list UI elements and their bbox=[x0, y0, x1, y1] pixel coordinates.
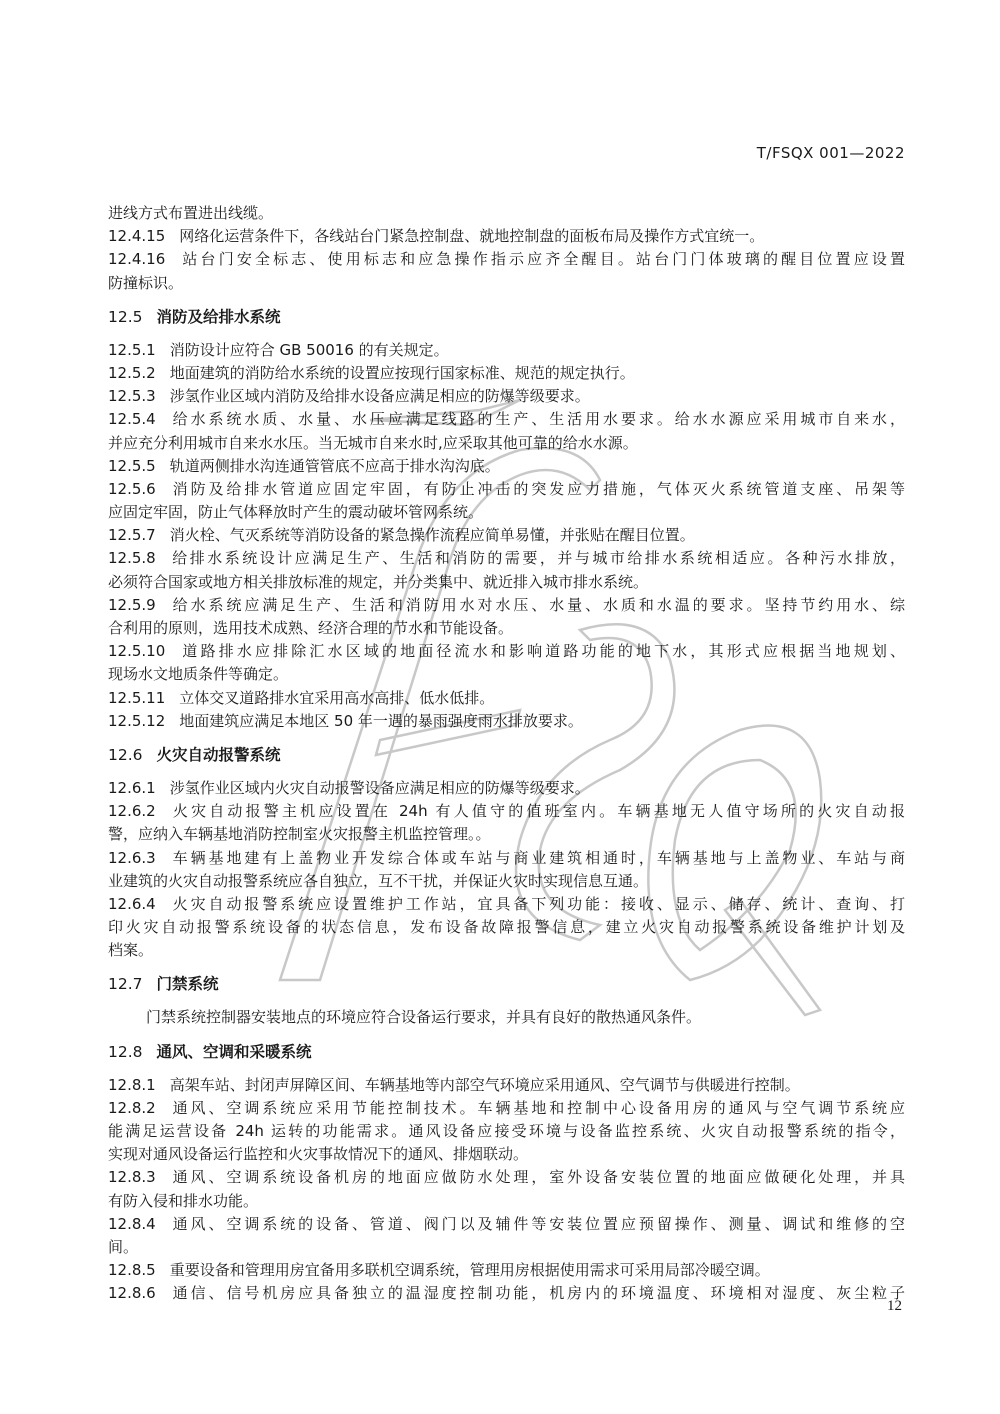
section-heading bbox=[108, 743, 905, 767]
clause-text: 印火灾自动报警系统设备的状态信息，发布设备故障报警信息，建立火灾自动报警系统设备维护计划及 bbox=[108, 918, 905, 937]
clause-number: 12.5.11 bbox=[108, 688, 166, 707]
clause-number: 12.4.16 bbox=[108, 250, 166, 269]
text-line bbox=[108, 640, 905, 663]
text-line bbox=[108, 777, 905, 800]
clause-text: 火灾自动报警系统应设置维护工作站，宜具备下列功能：接收、显示、储存、统计、查询、打 bbox=[169, 894, 905, 913]
clause-number: 12.5.8 bbox=[108, 549, 156, 568]
clause-text: 地面建筑应满足本地区 50 年一遇的暴雨强度雨水排放要求。 bbox=[179, 711, 583, 730]
clause-text: 给排水系统设计应满足生产、生活和消防的需要，并与城市给排水系统相适应。各种污水排放， bbox=[169, 549, 905, 568]
clause-text: 档案。 bbox=[108, 941, 154, 960]
section-title: 通风、空调和采暖系统 bbox=[156, 1042, 312, 1061]
clause-text: 合利用的原则，选用技术成熟、经济合理的节水和节能设备。 bbox=[108, 619, 514, 637]
clause-paragraph bbox=[108, 800, 905, 846]
section-number: 12.5 bbox=[108, 307, 143, 326]
clause-paragraph bbox=[108, 408, 905, 454]
clause-paragraph bbox=[108, 478, 905, 524]
clause-paragraph bbox=[108, 640, 905, 686]
text-line bbox=[108, 1259, 905, 1282]
clause-number: 12.6.4 bbox=[108, 894, 156, 913]
text-line bbox=[108, 571, 905, 594]
clause-number: 12.5.4 bbox=[108, 410, 156, 429]
text-line bbox=[108, 362, 905, 385]
clause-paragraph bbox=[108, 847, 905, 893]
clause-text: 并应充分利用城市自来水水压。当无城市自来水时,应采取其他可靠的给水水源。 bbox=[108, 433, 638, 452]
clause-text: 防撞标识。 bbox=[108, 273, 184, 292]
clause-text: 必须符合国家或地方相关排放标准的规定，并分类集中、就近排入城市排水系统。 bbox=[108, 572, 649, 591]
text-line bbox=[108, 524, 905, 547]
text-line bbox=[108, 501, 905, 524]
section-number: 12.7 bbox=[108, 975, 143, 994]
text-line bbox=[108, 1236, 905, 1259]
clause-paragraph bbox=[108, 225, 905, 248]
clause-text: 消火栓、气灭系统等消防设备的紧急操作流程应简单易懂，并张贴在醒目位置。 bbox=[169, 526, 695, 545]
text-line bbox=[108, 225, 905, 248]
clause-paragraph bbox=[108, 710, 905, 733]
clause-paragraph bbox=[108, 893, 905, 963]
text-line bbox=[108, 478, 905, 501]
text-line bbox=[108, 408, 905, 431]
clause-number: 12.5.6 bbox=[108, 479, 156, 498]
text-line bbox=[108, 1006, 905, 1029]
clause-number: 12.6.1 bbox=[108, 778, 156, 797]
text-line bbox=[108, 663, 905, 686]
clause-text: 重要设备和管理用房宜备用多联机空调系统，管理用房根据使用需求可采用局部冷暖空调。 bbox=[169, 1261, 770, 1280]
clause-text: 应固定牢固，防止气体释放时产生的震动破坏管网系统。 bbox=[108, 503, 484, 522]
text-line bbox=[108, 939, 905, 962]
clause-text: 通风、空调系统应采用节能控制技术。车辆基地和控制中心设备用房的通风与空气调节系统应 bbox=[169, 1098, 905, 1117]
text-line bbox=[108, 823, 905, 846]
section-heading bbox=[108, 972, 905, 996]
clause-paragraph bbox=[108, 1166, 905, 1212]
clause-text: 消防及给排水管道应固定牢固，有防止冲击的突发应力措施，气体灭火系统管道支座、吊架等 bbox=[169, 479, 905, 498]
text-line bbox=[108, 1120, 905, 1143]
clause-text: 地面建筑的消防给水系统的设置应按现行国家标准、规范的规定执行。 bbox=[169, 363, 635, 382]
section-number: 12.6 bbox=[108, 745, 143, 764]
clause-paragraph bbox=[108, 687, 905, 710]
text-line bbox=[108, 1074, 905, 1097]
text-line bbox=[108, 916, 905, 939]
text-line bbox=[108, 800, 905, 823]
section-heading bbox=[108, 305, 905, 329]
clause-number: 12.6.2 bbox=[108, 802, 156, 821]
clause-paragraph bbox=[108, 1097, 905, 1167]
clause-number: 12.4.15 bbox=[108, 227, 166, 246]
clause-paragraph bbox=[108, 594, 905, 640]
clause-text: 警，应纳入车辆基地消防控制室火灾报警主机监控管理。。 bbox=[108, 825, 491, 844]
clause-text: 涉氢作业区域内消防及给排水设备应满足相应的防爆等级要求。 bbox=[169, 387, 590, 406]
clause-paragraph bbox=[108, 524, 905, 547]
text-line bbox=[108, 1143, 905, 1166]
text-line bbox=[108, 687, 905, 710]
text-line bbox=[108, 1190, 905, 1213]
clause-text: 车辆基地建有上盖物业开发综合体或车站与商业建筑相通时，车辆基地与上盖物业、车站与商 bbox=[169, 848, 905, 867]
clause-number: 12.8.3 bbox=[108, 1168, 156, 1187]
clause-text: 轨道两侧排水沟连通管管底不应高于排水沟沟底。 bbox=[169, 456, 500, 475]
clause-number: 12.8.5 bbox=[108, 1261, 156, 1280]
text-line bbox=[108, 710, 905, 733]
clause-number: 12.5.3 bbox=[108, 387, 156, 406]
clause-text: 实现对通风设备运行监控和火灾事故情况下的通风、排烟联动。 bbox=[108, 1145, 529, 1164]
text-line bbox=[108, 547, 905, 570]
text-line bbox=[108, 339, 905, 362]
page-number: 12 bbox=[887, 1298, 902, 1314]
clause-paragraph bbox=[108, 777, 905, 800]
text-line bbox=[108, 1282, 905, 1305]
clause-text: 能满足运营设备 24h 运转的功能需求。通风设备应接受环境与设备监控系统、火灾自动报警系统的指令， bbox=[108, 1122, 905, 1140]
clause-text: 道路排水应排除汇水区域的地面径流水和影响道路功能的地下水，其形式应根据当地规划、 bbox=[179, 642, 905, 661]
clause-text: 给水系统水质、水量、水压应满足线路的生产、生活用水要求。给水水源应采用城市自来水， bbox=[169, 410, 905, 429]
clause-paragraph bbox=[108, 248, 905, 294]
section-number: 12.8 bbox=[108, 1042, 143, 1061]
clause-text: 门禁系统控制器安装地点的环境应符合设备运行要求，并具有良好的散热通风条件。 bbox=[146, 1008, 702, 1027]
section-heading bbox=[108, 1040, 905, 1064]
text-line bbox=[108, 1213, 905, 1236]
clause-text: 高架车站、封闭声屏障区间、车辆基地等内部空气环境应采用通风、空气调节与供暖进行控制。 bbox=[169, 1075, 800, 1094]
text-line bbox=[108, 455, 905, 478]
clause-text: 通风、空调系统设备机房的地面应做防水处理，室外设备安装位置的地面应做硬化处理，并具 bbox=[169, 1168, 905, 1187]
text-line bbox=[108, 385, 905, 408]
document-body bbox=[108, 202, 905, 1306]
text-line bbox=[108, 594, 905, 617]
clause-paragraph bbox=[108, 1074, 905, 1097]
text-line bbox=[108, 870, 905, 893]
clause-text: 进线方式布置进出线缆。 bbox=[108, 204, 274, 222]
clause-text: 现场水文地质条件等确定。 bbox=[108, 665, 289, 684]
clause-number: 12.6.3 bbox=[108, 848, 156, 867]
clause-text: 间。 bbox=[108, 1237, 139, 1256]
clause-number: 12.5.2 bbox=[108, 363, 156, 382]
clause-text: 给水系统应满足生产、生活和消防用水对水压、水量、水质和水温的要求。坚持节约用水、综 bbox=[169, 595, 905, 614]
clause-text: 有防入侵和排水功能。 bbox=[108, 1191, 259, 1210]
clause-number: 12.8.6 bbox=[108, 1284, 156, 1303]
clause-number: 12.8.4 bbox=[108, 1214, 156, 1233]
clause-number: 12.5.5 bbox=[108, 456, 156, 475]
clause-paragraph bbox=[108, 547, 905, 593]
text-line bbox=[108, 432, 905, 455]
clause-text: 涉氢作业区域内火灾自动报警设备应满足相应的防爆等级要求。 bbox=[169, 778, 590, 797]
clause-paragraph bbox=[108, 385, 905, 408]
clause-paragraph bbox=[108, 362, 905, 385]
section-title: 消防及给排水系统 bbox=[156, 307, 281, 326]
clause-number: 12.5.12 bbox=[108, 711, 166, 730]
clause-paragraph bbox=[108, 455, 905, 478]
text-line bbox=[108, 202, 905, 225]
text-line bbox=[108, 1166, 905, 1189]
clause-text: 业建筑的火灾自动报警系统应各自独立，互不干扰，并保证火灾时实现信息互通。 bbox=[108, 871, 649, 890]
clause-paragraph bbox=[108, 1282, 905, 1305]
clause-paragraph bbox=[108, 1213, 905, 1259]
clause-number: 12.8.2 bbox=[108, 1098, 156, 1117]
text-line bbox=[108, 1097, 905, 1120]
clause-text: 通风、空调系统的设备、管道、阀门以及辅件等安装位置应预留操作、测量、调试和维修的空 bbox=[169, 1214, 905, 1233]
clause-text: 站台门安全标志、使用标志和应急操作指示应齐全醒目。站台门门体玻璃的醒目位置应设置 bbox=[179, 250, 905, 269]
clause-paragraph bbox=[108, 339, 905, 362]
clause-number: 12.5.9 bbox=[108, 595, 156, 614]
clause-text: 消防设计应符合 GB 50016 的有关规定。 bbox=[169, 340, 449, 359]
clause-paragraph bbox=[108, 202, 905, 225]
clause-text: 立体交叉道路排水宜采用高水高排、低水低排。 bbox=[179, 688, 495, 707]
clause-text: 通信、信号机房应具备独立的温湿度控制功能，机房内的环境温度、环境相对湿度、灰尘粒子 bbox=[169, 1284, 905, 1303]
document-number: T/FSQX 001—2022 bbox=[756, 144, 905, 162]
clause-paragraph bbox=[108, 1006, 905, 1029]
clause-number: 12.8.1 bbox=[108, 1075, 156, 1094]
text-line bbox=[108, 617, 905, 640]
text-line bbox=[108, 847, 905, 870]
text-line bbox=[108, 272, 905, 295]
clause-paragraph bbox=[108, 1259, 905, 1282]
clause-number: 12.5.1 bbox=[108, 340, 156, 359]
text-line bbox=[108, 893, 905, 916]
text-line bbox=[108, 248, 905, 271]
clause-text: 网络化运营条件下，各线站台门紧急控制盘、就地控制盘的面板布局及操作方式宜统一。 bbox=[179, 227, 765, 246]
clause-text: 火灾自动报警主机应设置在 24h 有人值守的值班室内。车辆基地无人值守场所的火灾自动报 bbox=[169, 802, 905, 821]
section-title: 门禁系统 bbox=[156, 975, 219, 994]
clause-number: 12.5.7 bbox=[108, 526, 156, 545]
section-title: 火灾自动报警系统 bbox=[156, 745, 281, 764]
clause-number: 12.5.10 bbox=[108, 642, 166, 661]
